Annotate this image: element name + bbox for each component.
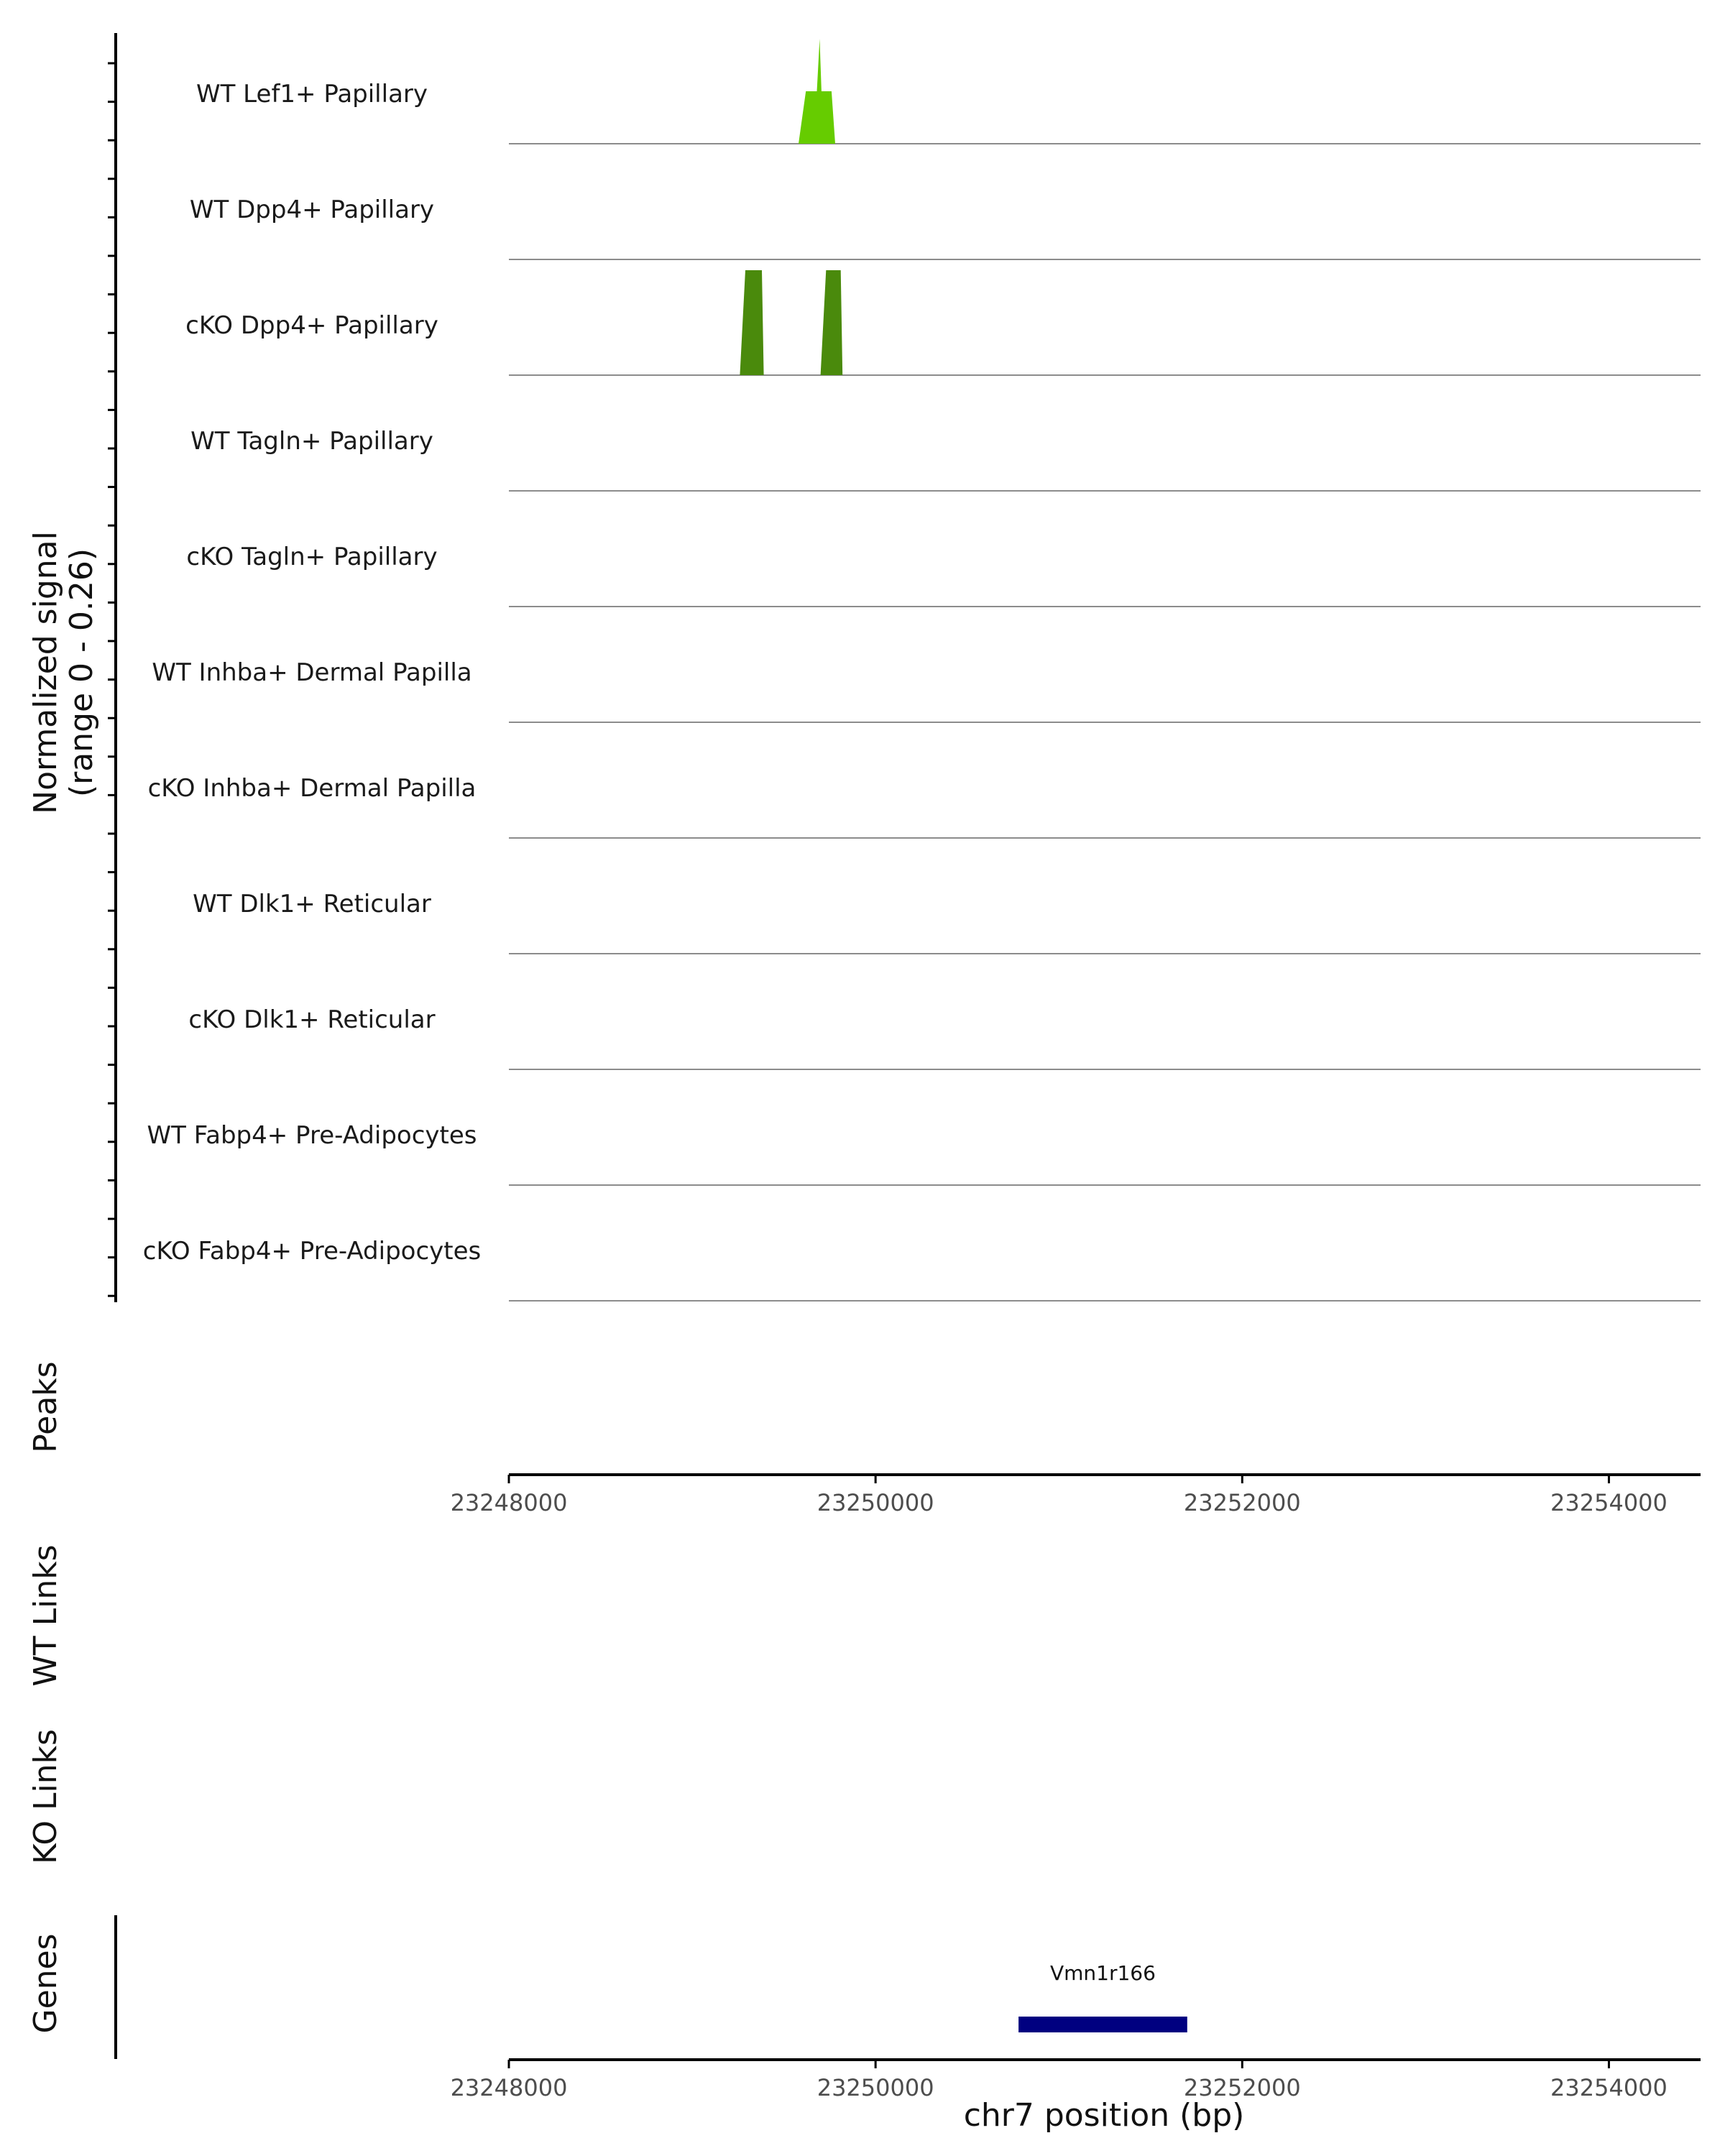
coverage-y-axis [108, 33, 116, 1302]
x-axis-genes [451, 2060, 1701, 2101]
x-axis-title: chr7 position (bp) [963, 2097, 1245, 2134]
track-label: WT Lef1+ Papillary [196, 80, 428, 109]
wt-links-panel-label: WT Links [27, 1544, 64, 1687]
gene-name-label: Vmn1r166 [1049, 1961, 1156, 1985]
y-axis-title-line1: Normalized signal [27, 531, 64, 814]
track-label: cKO Dlk1+ Reticular [188, 1005, 436, 1034]
track-label: WT Tagln+ Papillary [190, 427, 433, 456]
track-label: cKO Inhba+ Dermal Papilla [147, 774, 477, 803]
coverage-peak [821, 270, 843, 375]
x-tick-label: 23250000 [816, 1489, 934, 1516]
x-tick-label: 23252000 [1183, 2074, 1301, 2101]
gene-track [1018, 1961, 1187, 2032]
coverage-tracks [143, 39, 1701, 1301]
ko-links-panel-label: KO Links [27, 1728, 64, 1865]
track-label: cKO Fabp4+ Pre-Adipocytes [142, 1237, 482, 1266]
x-tick-label: 23252000 [1183, 1489, 1301, 1516]
peaks-panel-label: Peaks [27, 1361, 64, 1453]
track-label: cKO Tagln+ Papillary [186, 543, 438, 571]
coverage-peak [740, 270, 763, 375]
track-label: WT Dlk1+ Reticular [193, 890, 431, 918]
coverage-peak [799, 39, 835, 144]
x-tick-label: 23254000 [1550, 2074, 1668, 2101]
track-label: WT Dpp4+ Papillary [189, 195, 435, 224]
gene-body [1018, 2017, 1187, 2032]
x-tick-label: 23254000 [1550, 1489, 1668, 1516]
x-axis-peaks [451, 1475, 1701, 1516]
x-tick-label: 23250000 [816, 2074, 934, 2101]
y-axis-title-line2: (range 0 - 0.26) [63, 548, 100, 798]
x-tick-label: 23248000 [450, 2074, 568, 2101]
genes-panel-label: Genes [27, 1933, 64, 2034]
track-label: WT Fabp4+ Pre-Adipocytes [147, 1121, 477, 1150]
x-tick-label: 23248000 [450, 1489, 568, 1516]
track-label: cKO Dpp4+ Papillary [185, 311, 438, 340]
track-label: WT Inhba+ Dermal Papilla [152, 658, 472, 687]
